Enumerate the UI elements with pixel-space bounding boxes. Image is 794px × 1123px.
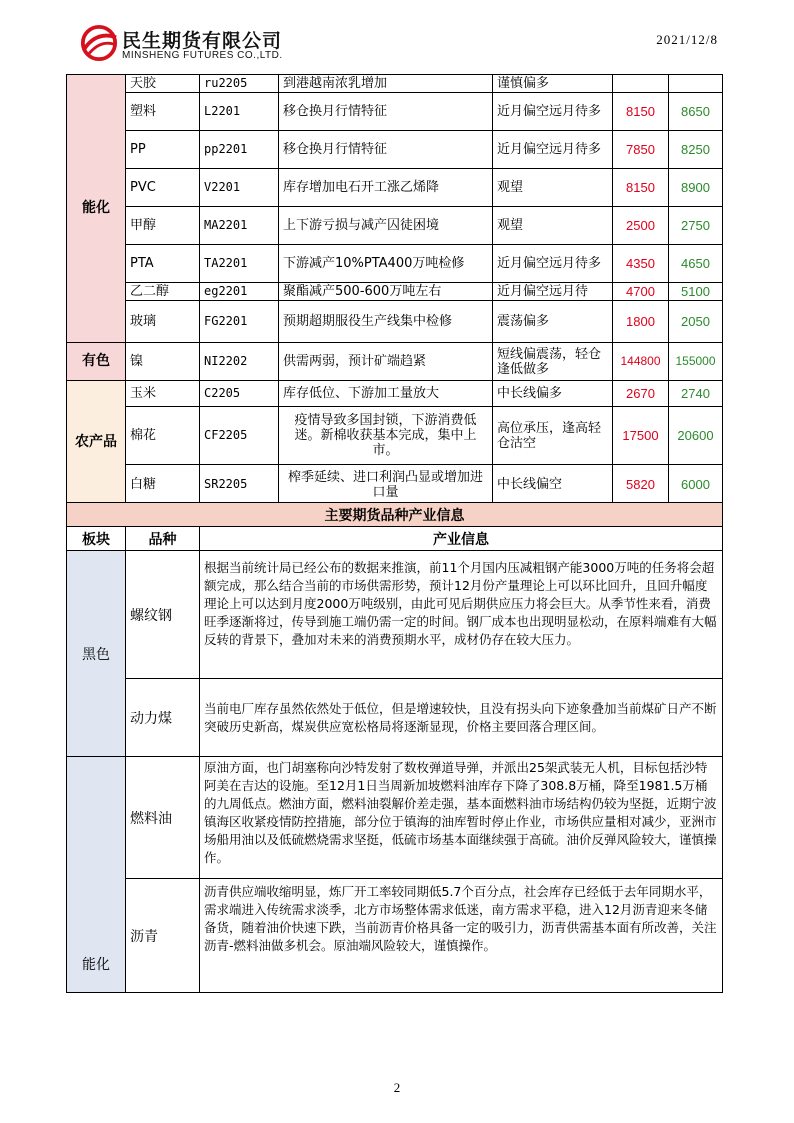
variety-name: PTA: [126, 245, 200, 283]
variety-name: 动力煤: [126, 679, 200, 757]
industry-info-text: 根据当前统计局已经公布的数据来推演，前11个月国内压减粗钢产能3000万吨的任务将会超额完成，那么结合当前的市场供需形势，预计12月份产量理论上可以环比回升，且回升幅度理论上可以达到月度2000万吨级别，由此可见后期供应压力将会巨大。从季节性来看，消费旺季逐渐将过，传导到施工端仍需一定的时间。钢厂成本也出现明显松动，在原料端难有大幅反转的背景下，叠加对未来的消费预期水平，成材仍存在较大压力。: [200, 551, 723, 679]
price-high: 20600: [669, 407, 723, 465]
header-variety: 品种: [126, 527, 200, 551]
table-row: [67, 551, 723, 679]
contract-code: CF2205: [200, 407, 279, 465]
price-high: 6000: [669, 465, 723, 505]
table-row: [67, 879, 723, 993]
company-name-cn: 民生期货有限公司: [122, 30, 283, 52]
table-row: [67, 75, 723, 93]
table-row: [67, 169, 723, 207]
view-text: 震荡偏多: [493, 301, 613, 343]
report-date: 2021/12/8: [656, 32, 718, 47]
view-text: 谨慎偏多: [493, 75, 613, 93]
minsheng-logo-icon: [80, 24, 118, 62]
price-high: 8250: [669, 131, 723, 169]
variety-name: 天胶: [126, 75, 200, 93]
driver-text: 移仓换月行情特征: [279, 131, 493, 169]
industry-info-text: 沥青供应端收缩明显，炼厂开工率较同期低5.7个百分点，社会库存已经低于去年同期水平，需求端进入传统需求淡季，北方市场整体需求低迷，南方需求平稳，进入12月沥青迎来冬储备货，随着油价快速下跌，当前沥青价格具备一定的吸引力，沥青供需基本面有所改善，关注沥青-燃料油做多机会。原油端风险较大，谨慎操作。: [200, 879, 723, 993]
price-high: 2050: [669, 301, 723, 343]
strategy-table: [66, 74, 723, 505]
contract-code: V2201: [200, 169, 279, 207]
driver-text: 疫情导致多国封锁，下游消费低迷。新棉收获基本完成，集中上市。: [279, 407, 493, 465]
page-number: 2: [393, 1080, 401, 1095]
driver-text: 库存增加电石开工涨乙烯降: [279, 169, 493, 207]
view-text: 近月偏空远月待多: [493, 131, 613, 169]
driver-text: 榨季延续、进口利润凸显或增加进口量: [279, 465, 493, 505]
view-text: 高位承压，逢高轻仓沽空: [493, 407, 613, 465]
variety-name: 白糖: [126, 465, 200, 505]
industry-info-body: 原油方面，也门胡塞称向沙特发射了数枚弹道导弹，并派出25架武装无人机，目标包括沙特阿美在吉达的设施。至12月1日当周新加坡燃料油库存下降了308.8万桶，降至1981.5万桶的九周低点。燃油方面，燃料油裂解价差走强，基本面燃料油市场结构仍较为坚挺，近期宁波镇海区收紧疫情防控措施，部分位于镇海的油库暂时停止作业，市场供应量相对减少，亚洲市场船用油以及低硫燃烧需求坚挺，低硫市场基本面继续强于高硫。油价反弹风险较大，谨慎操作。: [204, 760, 717, 865]
price-low: 2670: [613, 381, 669, 407]
contract-code: eg2201: [200, 283, 279, 301]
driver-text: 上下游亏损与减产囚徒困境: [279, 207, 493, 245]
table-header-row: [67, 527, 723, 551]
variety-name: 燃料油: [126, 757, 200, 879]
price-low: 7850: [613, 131, 669, 169]
price-high: [669, 75, 723, 93]
price-low: 1800: [613, 301, 669, 343]
driver-text: 聚酯减产500-600万吨左右: [279, 283, 493, 301]
driver-text: 供需两弱，预计矿端趋紧: [279, 343, 493, 381]
table-row: [67, 381, 723, 407]
table-row: [67, 207, 723, 245]
variety-name: 玉米: [126, 381, 200, 407]
view-text: 观望: [493, 207, 613, 245]
price-low: 4700: [613, 283, 669, 301]
table-row: [67, 283, 723, 301]
price-low: 8150: [613, 169, 669, 207]
table-title: 主要期货品种产业信息: [67, 503, 723, 527]
driver-text: 到港越南浓乳增加: [279, 75, 493, 93]
variety-name: 螺纹钢: [126, 551, 200, 679]
price-high: 8900: [669, 169, 723, 207]
view-text: 近月偏空远月待多: [493, 93, 613, 131]
price-low: 4350: [613, 245, 669, 283]
contract-code: NI2202: [200, 343, 279, 381]
contract-code: ru2205: [200, 75, 279, 93]
company-name-en: MINSHENG FUTURES CO.,LTD.: [122, 50, 283, 61]
table-row: [67, 465, 723, 505]
page-header: [0, 0, 794, 72]
price-low: 8150: [613, 93, 669, 131]
contract-code: pp2201: [200, 131, 279, 169]
view-text: 观望: [493, 169, 613, 207]
contract-code: TA2201: [200, 245, 279, 283]
variety-name: PP: [126, 131, 200, 169]
price-high: 5100: [669, 283, 723, 301]
driver-text: 预期超期服役生产线集中检修: [279, 301, 493, 343]
table-row: [67, 131, 723, 169]
variety-name: 棉花: [126, 407, 200, 465]
table-title-row: [67, 503, 723, 527]
view-text: 近月偏空远月待多: [493, 245, 613, 283]
variety-name: 玻璃: [126, 301, 200, 343]
driver-text: 移仓换月行情特征: [279, 93, 493, 131]
price-high: 4650: [669, 245, 723, 283]
contract-code: SR2205: [200, 465, 279, 505]
table-row: [67, 757, 723, 879]
table-row: [67, 407, 723, 465]
industry-info-text: [200, 757, 723, 879]
price-high: 2750: [669, 207, 723, 245]
variety-name: 乙二醇: [126, 283, 200, 301]
contract-code: L2201: [200, 93, 279, 131]
sector-cell: 能化: [67, 757, 126, 993]
sector-cell: 黑色: [67, 551, 126, 757]
contract-code: MA2201: [200, 207, 279, 245]
view-text: 近月偏空远月待: [493, 283, 613, 301]
price-low: 2500: [613, 207, 669, 245]
industry-info-table: [66, 502, 723, 993]
sector-cell: 有色: [67, 343, 126, 381]
variety-name: 塑料: [126, 93, 200, 131]
contract-code: FG2201: [200, 301, 279, 343]
view-text: 中长线偏多: [493, 381, 613, 407]
driver-text: 下游减产10%PTA400万吨检修: [279, 245, 493, 283]
price-low: 144800: [613, 343, 669, 381]
table-row: [67, 343, 723, 381]
table-row: [67, 245, 723, 283]
variety-name: 沥青: [126, 879, 200, 993]
sector-cell: 农产品: [67, 381, 126, 505]
table-row: [67, 301, 723, 343]
price-low: 17500: [613, 407, 669, 465]
view-text: 短线偏震荡，轻仓逢低做多: [493, 343, 613, 381]
variety-name: PVC: [126, 169, 200, 207]
header-info: 产业信息: [200, 527, 723, 551]
variety-name: 镍: [126, 343, 200, 381]
table-row: [67, 93, 723, 131]
price-high: 2740: [669, 381, 723, 407]
industry-info-text: 当前电厂库存虽然依然处于低位，但是增速较快，且没有拐头向下迹象叠加当前煤矿日产不断突破历史新高，煤炭供应宽松格局将逐渐显现，价格主要回落合理区间。: [200, 679, 723, 757]
price-low: [613, 75, 669, 93]
view-text: 中长线偏空: [493, 465, 613, 505]
sector-cell: 能化: [67, 75, 126, 343]
contract-code: C2205: [200, 381, 279, 407]
driver-text: 库存低位、下游加工量放大: [279, 381, 493, 407]
price-low: 5820: [613, 465, 669, 505]
header-sector: 板块: [67, 527, 126, 551]
table-row: [67, 679, 723, 757]
price-high: 8650: [669, 93, 723, 131]
variety-name: 甲醇: [126, 207, 200, 245]
price-high: 155000: [669, 343, 723, 381]
